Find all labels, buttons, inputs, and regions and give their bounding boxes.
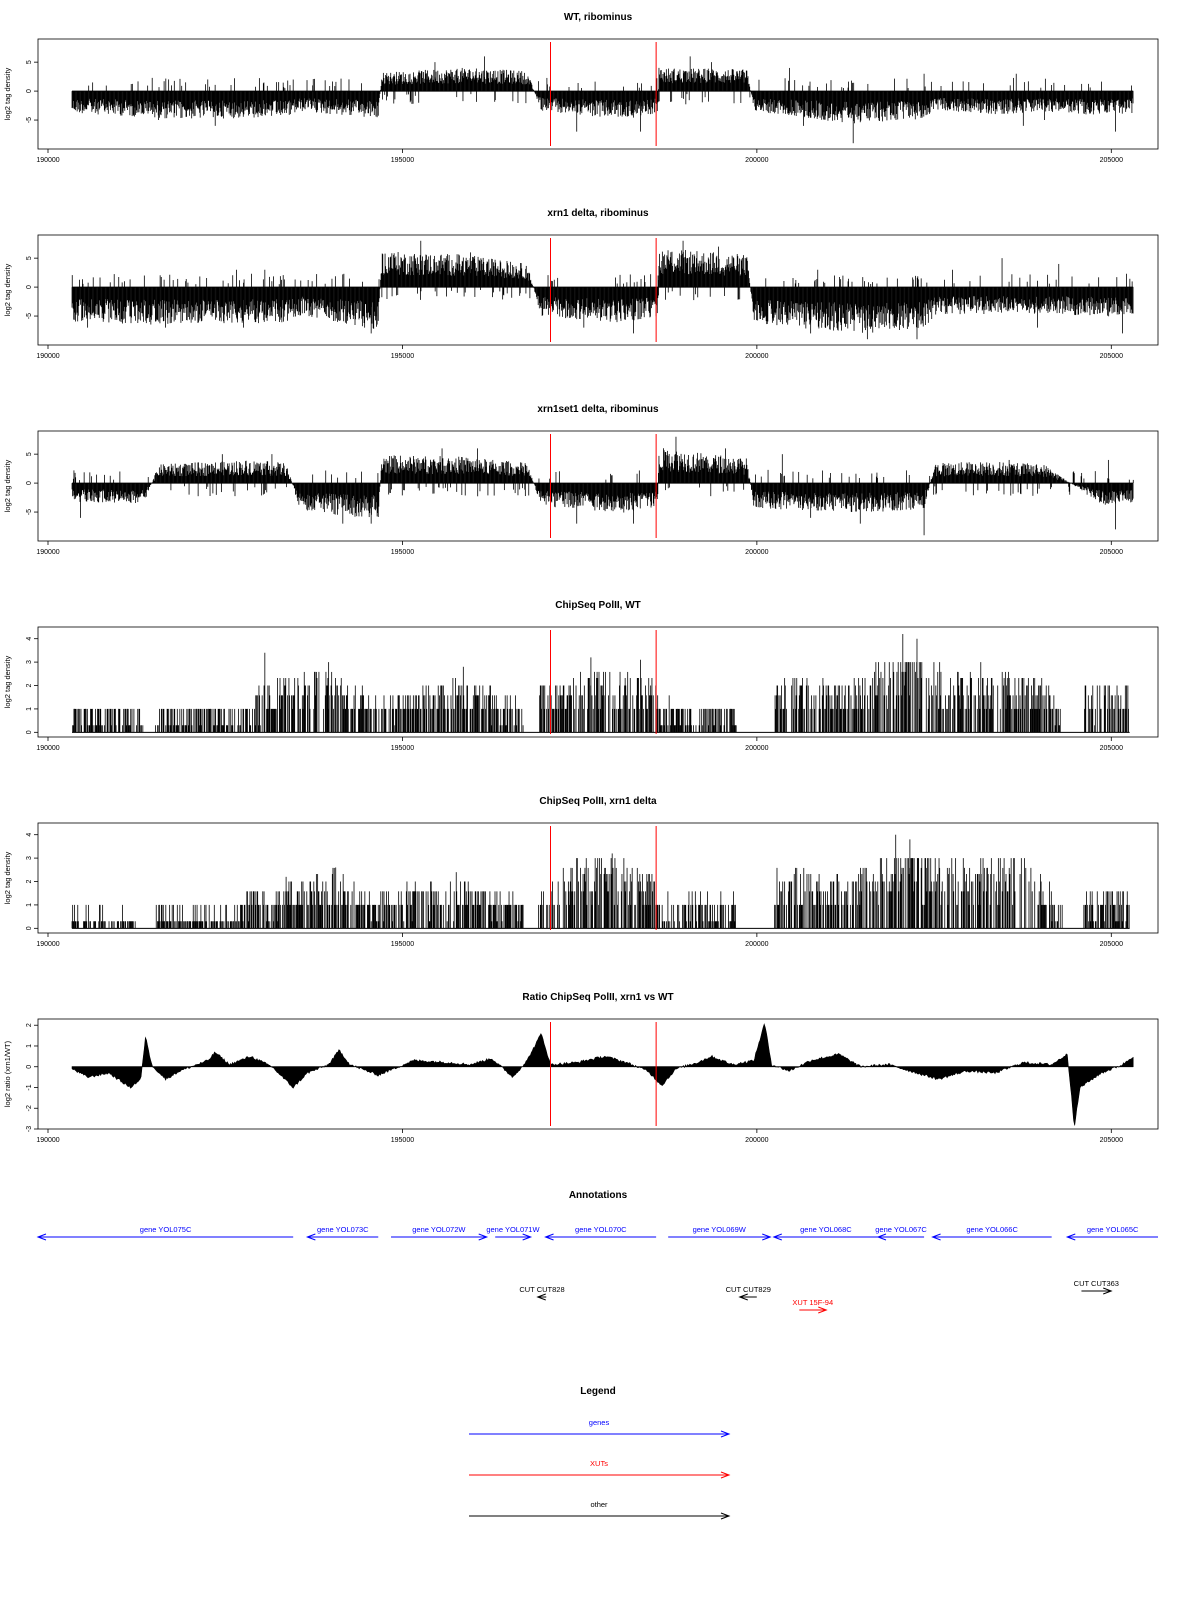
- x-tick-label: 190000: [36, 157, 60, 164]
- x-tick-label: 200000: [745, 549, 769, 556]
- data-bars: [72, 241, 1133, 339]
- y-axis-label: log2 tag density: [3, 263, 12, 317]
- x-tick-label: 195000: [390, 353, 415, 360]
- x-tick-label: 205000: [1099, 353, 1123, 360]
- panel-title: xrn1set1 delta, ribominus: [537, 404, 659, 415]
- x-tick-label: 195000: [390, 157, 415, 164]
- y-tick-label: -5: [26, 508, 33, 516]
- data-bars: [72, 56, 1133, 143]
- x-tick-label: 200000: [745, 157, 769, 164]
- y-tick-label: -5: [26, 116, 33, 124]
- x-tick-label: 190000: [36, 549, 60, 556]
- x-tick-label: 190000: [36, 353, 60, 360]
- y-tick-label: 0: [26, 285, 33, 290]
- y-tick-label: 5: [26, 60, 33, 65]
- y-tick-label: 5: [26, 256, 33, 261]
- chart-panel-2: [3, 404, 1158, 556]
- y-tick-label: 0: [26, 481, 33, 486]
- data-bars: [72, 437, 1133, 535]
- x-tick-label: 205000: [1099, 157, 1123, 164]
- panel-title: xrn1 delta, ribominus: [547, 208, 649, 219]
- chart-panel-0: [3, 12, 1158, 164]
- y-tick-label: 0: [26, 89, 33, 94]
- x-tick-label: 200000: [745, 353, 769, 360]
- x-tick-label: 195000: [390, 549, 415, 556]
- y-tick-label: -5: [26, 312, 33, 320]
- panel-title: WT, ribominus: [563, 12, 633, 23]
- chart-panel-1: [3, 208, 1158, 360]
- y-tick-label: 5: [26, 452, 33, 457]
- x-tick-label: 205000: [1099, 549, 1123, 556]
- y-axis-label: log2 tag density: [3, 67, 12, 121]
- y-axis-label: log2 tag density: [3, 459, 12, 513]
